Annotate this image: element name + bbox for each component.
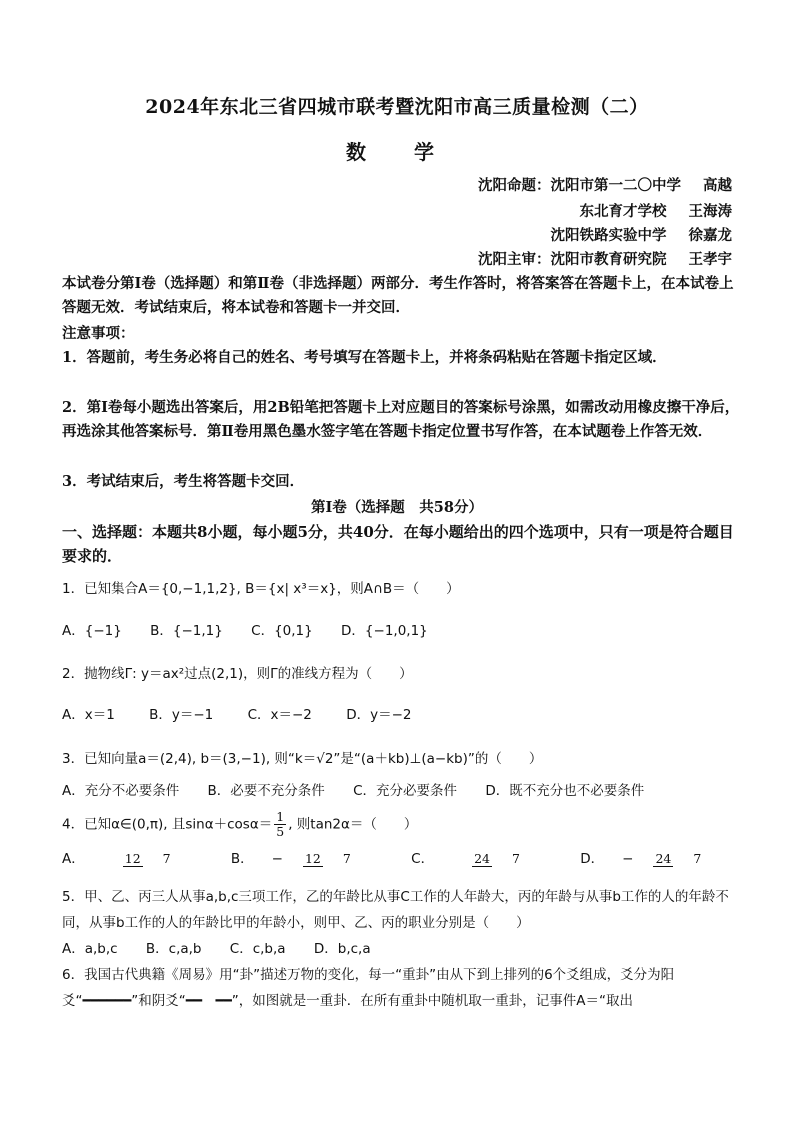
option-numerator: 24	[474, 850, 490, 866]
option-c: C．c,b,a	[229, 941, 286, 957]
option-c: C．x＝−2	[247, 707, 312, 723]
option-fraction	[303, 852, 371, 867]
intro-text: 本试卷分第Ⅰ卷（选择题）和第Ⅱ卷（非选择题）两部分．考生作答时，将答案答在答题卡上，在本试卷上答题无效．考试结束后，将本试卷和答题卡一并交回．	[62, 275, 734, 316]
option-b: B．必要不充分条件	[207, 783, 325, 799]
credit-line	[478, 174, 732, 195]
section-heading: 第Ⅰ卷（选择题 共58分）	[311, 499, 483, 516]
option-numerator: 12	[304, 850, 321, 866]
question-4-options	[62, 848, 742, 870]
q4-stem-post: , 则tan2α＝（ ）	[288, 816, 418, 833]
option-sign: −	[622, 851, 634, 867]
credit-line	[551, 224, 733, 245]
q4-denominator: 5	[276, 824, 285, 839]
credit-line	[478, 248, 732, 269]
option-a: A．{−1}	[62, 623, 122, 639]
option-d	[580, 848, 739, 870]
option-d: D．b,c,a	[313, 941, 371, 957]
option-label: B．	[230, 851, 254, 867]
option-a: A．充分不必要条件	[62, 783, 180, 799]
credit-name: 王海涛	[688, 203, 732, 220]
section-instructions: 一、选择题：本题共8小题，每小题5分，共40分．在每小题给出的四个选项中，只有一项是符合题目要求的．	[62, 523, 734, 565]
notice-heading: 注意事项：	[62, 325, 135, 342]
option-numerator: 24	[655, 850, 672, 866]
option-b: B．{−1,1}	[150, 623, 223, 639]
option-denominator: 7	[342, 850, 351, 866]
option-denominator: 7	[511, 850, 520, 866]
question-4-stem	[62, 810, 742, 839]
option-fraction	[472, 852, 540, 867]
option-a: A．x＝1	[62, 707, 115, 723]
credit-role: 沈阳命题：沈阳市第一二〇中学	[478, 177, 681, 194]
option-d: D．y＝−2	[346, 707, 412, 723]
option-label: D．	[580, 851, 605, 867]
exam-subject: 数 学	[346, 140, 448, 164]
option-c: C．充分必要条件	[353, 783, 458, 799]
exam-title: 2024年东北三省四城市联考暨沈阳市高三质量检测（二）	[145, 96, 649, 118]
credit-name: 徐嘉龙	[688, 227, 732, 244]
credit-role: 沈阳主审：沈阳市教育研究院	[478, 251, 667, 268]
notice-item: 2．第Ⅰ卷每小题选出答案后，用2B铅笔把答题卡上对应题目的答案标号涂黑，如需改动用橡皮擦干净后，再选涂其他答案标号．第Ⅱ卷用黑色墨水签字笔在答题卡指定位置书写作答，在本试题卷上作答无效．	[62, 399, 740, 440]
question-3-options	[62, 780, 742, 802]
option-label: C．	[411, 851, 435, 867]
option-fraction	[653, 852, 721, 867]
credit-name: 高越	[703, 177, 732, 194]
question-5-stem: 5．甲、乙、丙三人从事a,b,c三项工作，乙的年龄比从事C工作的人年龄大，丙的年龄与从事b工作的人的年龄不同，从事b工作的人的年龄比甲的年龄小，则甲、乙、丙的职业分别是（ ）	[62, 889, 729, 931]
option-b	[231, 848, 389, 870]
option-fraction	[123, 852, 191, 867]
question-5-options	[62, 938, 742, 960]
option-a: A．a,b,c	[62, 941, 118, 957]
option-d: D．{−1,0,1}	[341, 623, 428, 639]
question-2-options	[62, 704, 742, 726]
option-c	[411, 848, 558, 870]
option-sign: −	[271, 851, 283, 867]
notice-item: 3．考试结束后，考生将答题卡交回．	[62, 473, 305, 490]
option-denominator: 7	[693, 850, 702, 866]
credit-name: 王孝宇	[688, 251, 732, 268]
q4-fraction	[274, 810, 286, 839]
notice-item: 1．答题前，考生务必将自己的姓名、考号填写在答题卡上，并将条码粘贴在答题卡指定区域．	[62, 349, 667, 366]
option-denominator: 7	[162, 850, 171, 866]
question-1-options	[62, 620, 742, 642]
option-b: B．c,a,b	[145, 941, 202, 957]
option-b: B．y＝−1	[149, 707, 214, 723]
credit-role: 东北育才学校	[579, 203, 667, 220]
question-3-stem: 3．已知向量a＝(2,4), b＝(3,−1), 则“k＝√2”是“(a＋kb)⊥(a−kb)”的（ ）	[62, 751, 543, 767]
option-d: D．既不充分也不必要条件	[485, 783, 645, 799]
question-2-stem: 2．抛物线Γ: y＝ax²过点(2,1)，则Γ的准线方程为（ ）	[62, 666, 413, 682]
question-6-stem: 6．我国古代典籍《周易》用“卦”描述万物的变化，每一“重卦”由从下到上排列的6个爻组成，爻分为阳爻“━━━━━━”和阴爻“━━ ━━”，如图就是一重卦．在所有重卦中随机取一重卦，记事件A＝“取出	[62, 967, 675, 1009]
question-1-stem: 1．已知集合A＝{0,−1,1,2}, B＝{x| x³＝x}，则A∩B＝（ ）	[62, 581, 460, 597]
option-label: A．	[62, 851, 85, 867]
option-numerator: 12	[124, 850, 141, 866]
option-a	[62, 848, 209, 870]
q4-numerator: 1	[276, 809, 285, 824]
option-c: C．{0,1}	[251, 623, 313, 639]
q4-stem-pre: 4．已知α∈(0,π), 且sinα＋cosα＝	[62, 816, 273, 833]
credit-line	[580, 200, 733, 221]
credit-role: 沈阳铁路实验中学	[550, 227, 667, 244]
